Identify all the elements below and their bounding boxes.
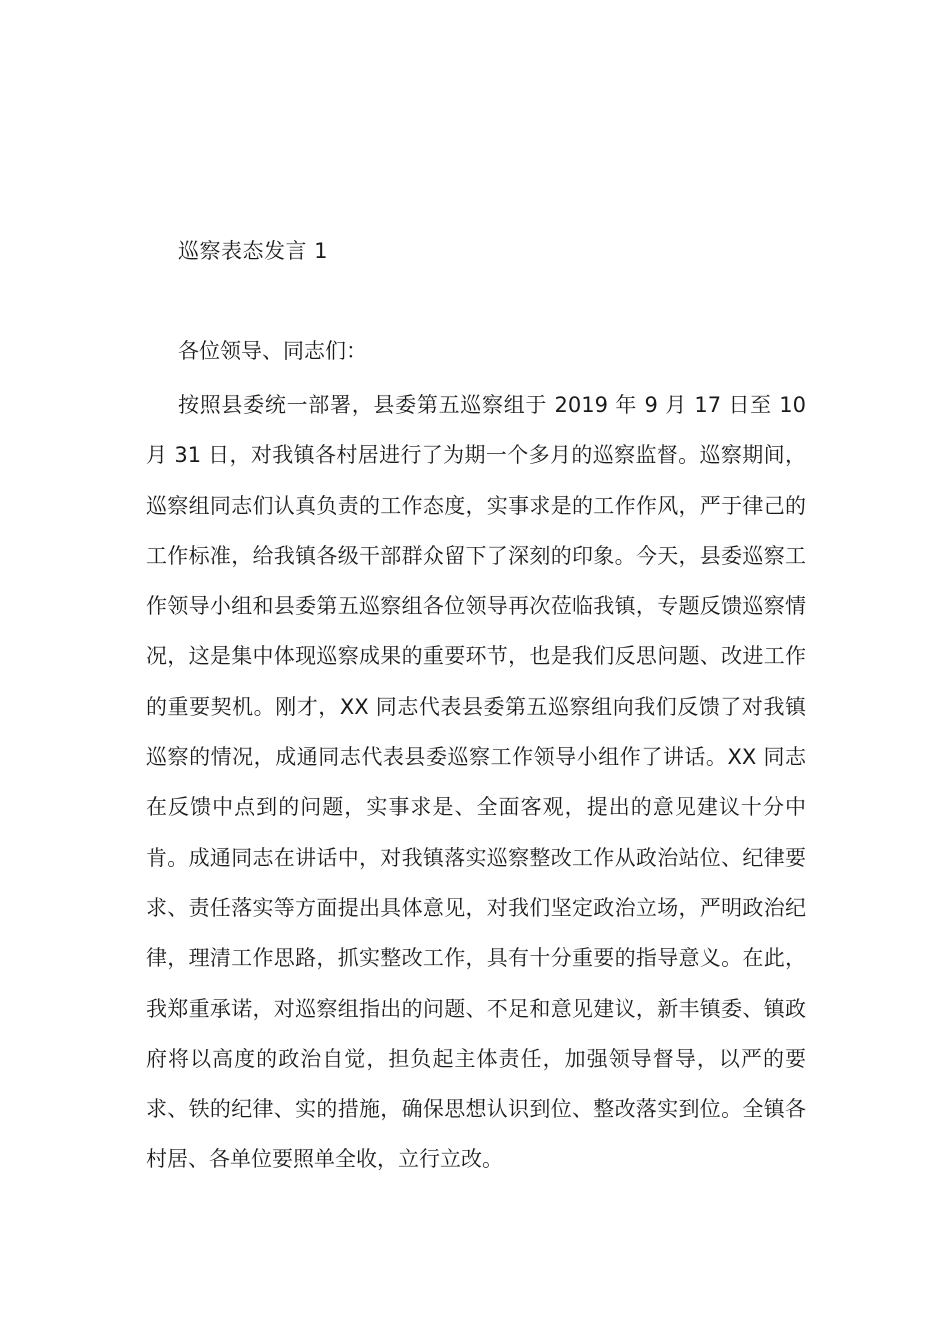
document-title: 巡察表态发言 1 (178, 239, 329, 263)
greeting-line: 各位领导、同志们： (178, 339, 367, 363)
body-paragraph: 按照县委统一部署，县委第五巡察组于 2019 年 9 月 17 日至 10 月 31 日，对我镇各村居进行了为期一个多月的巡察监督。巡察期间，巡察组同志们认真负责的工作态度，实事求是的工作作风，严于律己的工作标准，给我镇各级干部群众留下了深刻的印象。今天，县委巡察工作领导小组和县委第五巡察组各位领导再次莅临我镇，专题反馈巡察情况，这是集中体现巡察成果的重要环节，也是我们反思问题、改进工作的重要契机。刚才，XX 同志代表县委第五巡察组向我们反馈了对我镇巡察的情况，成通同志代表县委巡察工作领导小组作了讲话。XX 同志在反馈中点到的问题，实事求是、全面客观，提出的意见建议十分中肯。成通同志在讲话中，对我镇落实巡察整改工作从政治站位、纪律要求、责任落实等方面提出具体意见，对我们坚定政治立场，严明政治纪律，理清工作思路，抓实整改工作，具有十分重要的指导意义。在此，我郑重承诺，对巡察组指出的问题、不足和意见建议，新丰镇委、镇政府将以高度的政治自觉，担负起主体责任，加强领导督导，以严的要求、铁的纪律、实的措施，确保思想认识到位、整改落实到位。全镇各村居、各单位要照单全收，立行立改。 (146, 393, 806, 1172)
